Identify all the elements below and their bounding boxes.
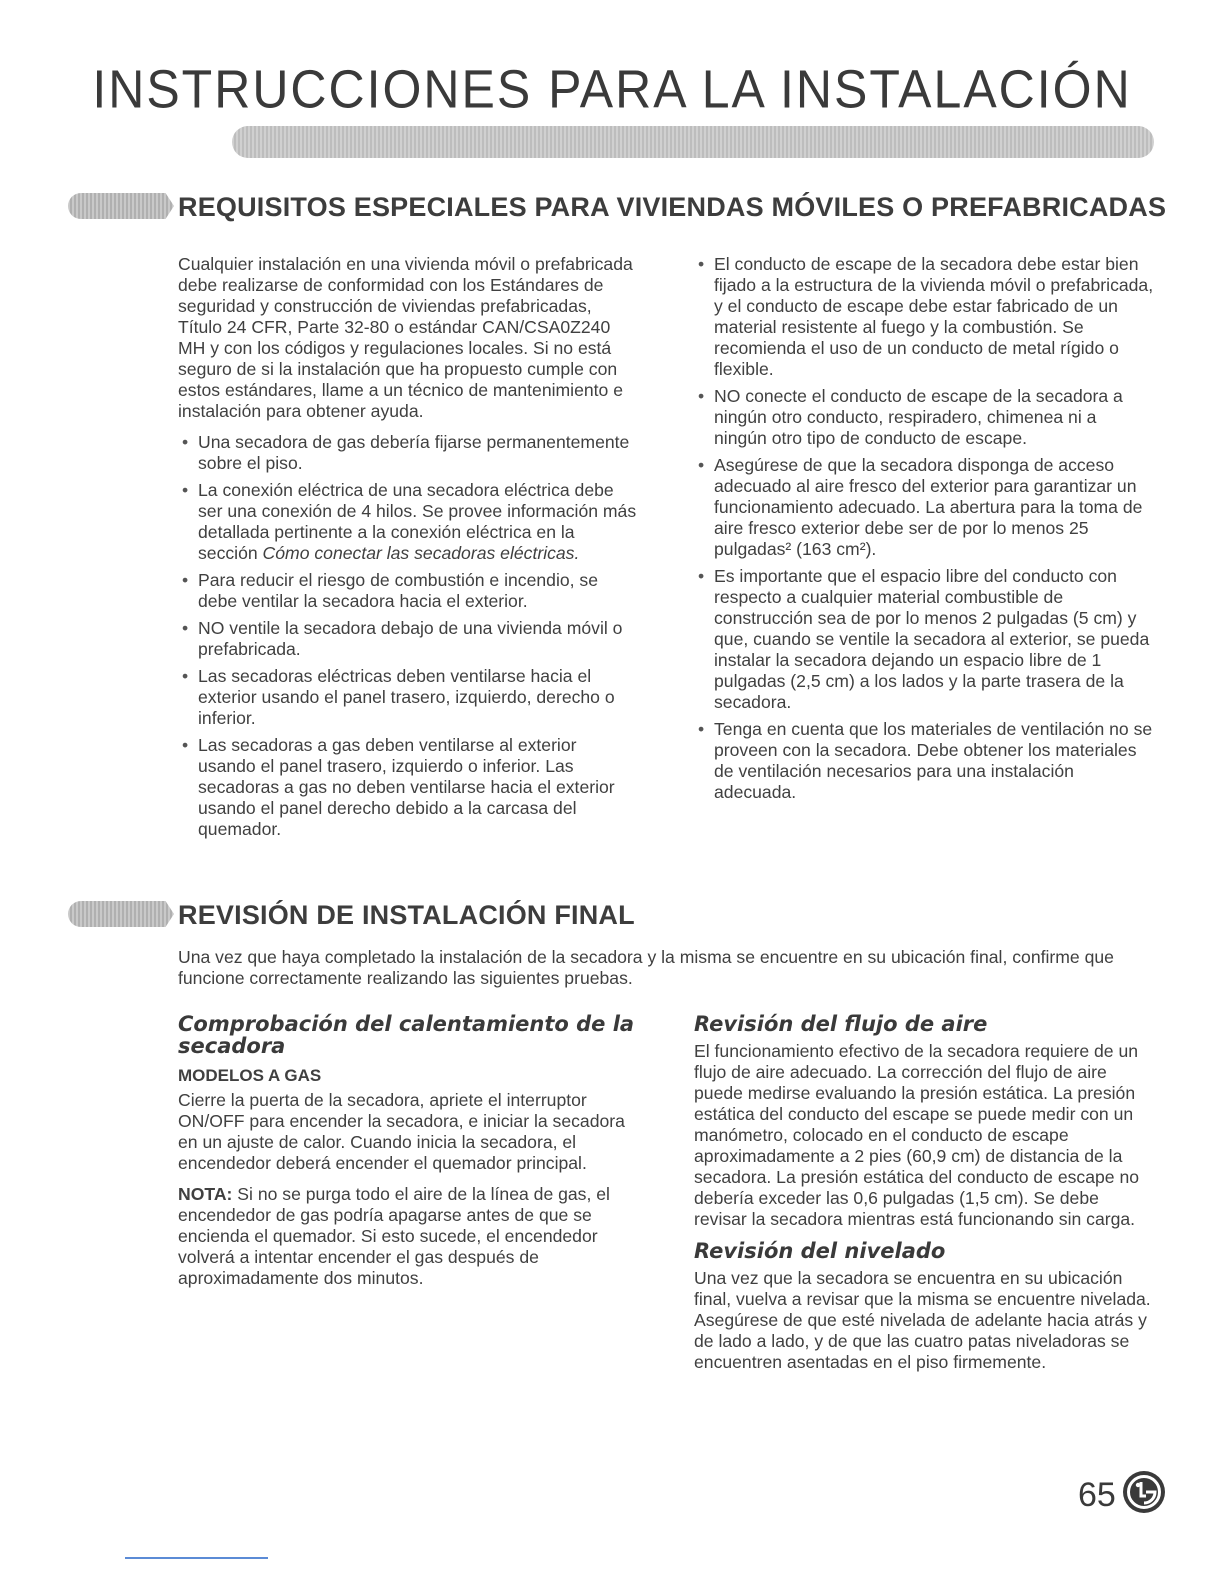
section-marker-icon bbox=[68, 901, 174, 927]
lg-logo-icon bbox=[1122, 1470, 1166, 1514]
section1-intro: Cualquier instalación en una vivienda móvil o prefabricada debe realizarse de conformidad con los Estándares de seguridad y construcción de viviendas prefabricadas, Título 24 CFR, Parte 32-80 o estándar CAN/CSA0Z240 MH y con los códigos y regulaciones locales. Si no está seguro de si la instalación que ha propuesto cumple con estos estándares, llame a un técnico de mantenimiento e instalación para obtener ayuda. bbox=[178, 254, 633, 421]
list-item: • El conducto de escape de la secadora debe estar bien fijado a la estructura de la vivienda móvil o prefabricada, y el conducto de escape debe estar fabricado de un material resistente al fuego y la combustión. Se recomienda el uso de un conducto de metal rígido o flexible. bbox=[694, 254, 1154, 380]
list-item: • Las secadoras eléctricas deben ventilarse hacia el exterior usando el panel trasero, izquierdo, derecho o inferior. bbox=[178, 666, 638, 729]
left-bullet-list bbox=[178, 432, 638, 840]
heating-note: NOTA: Si no se purga todo el aire de la línea de gas, el encendedor de gas podría apagarse antes de que se encienda el quemador. Si esto sucede, el encendedor volverá a intentar encender el gas después de aproximadamente dos minutos. bbox=[178, 1184, 610, 1288]
heating-check-column bbox=[178, 1013, 638, 1299]
list-item: • NO conecte el conducto de escape de la secadora a ningún otro conducto, respiradero, chimenea ni a ningún otro tipo de conducto de escape. bbox=[694, 386, 1154, 449]
page-title: INSTRUCCIONES PARA LA INSTALACIÓN bbox=[92, 58, 1132, 120]
title-decorative-bar bbox=[232, 126, 1154, 158]
list-item: • La conexión eléctrica de una secadora eléctrica debe ser una conexión de 4 hilos. Se provee información más detallada pertinente a la conexión eléctrica en la sección Cómo conectar las secadoras eléctricas. bbox=[178, 480, 638, 564]
list-item: • Asegúrese de que la secadora disponga de acceso adecuado al aire fresco del exterior para garantizar un funcionamiento adecuado. La abertura para la toma de aire fresco exterior debe ser de por lo menos 25 pulgadas² (163 cm²). bbox=[694, 455, 1154, 560]
right-column bbox=[694, 254, 1154, 809]
list-item: • Es importante que el espacio libre del conducto con respecto a cualquier material combustible de construcción sea de por lo menos 2 pulgadas (5 cm) y que, cuando se ventile la secadora al exterior, se pueda instalar la secadora dejando un espacio libre de 1 pulgadas (2,5 cm) a los lados y la parte trasera de la secadora. bbox=[694, 566, 1154, 713]
list-item: • Las secadoras a gas deben ventilarse al exterior usando el panel trasero, izquierdo o inferior. Las secadoras a gas no deben ventilarse hacia el exterior usando el panel derecho debido a la carcasa del quemador. bbox=[178, 735, 638, 840]
page-number: 65 bbox=[1078, 1476, 1116, 1514]
footer-divider bbox=[125, 1557, 268, 1559]
section-reference: Cómo conectar las secadoras eléctricas. bbox=[262, 543, 580, 563]
note-label: NOTA: bbox=[178, 1184, 233, 1204]
leveling-check-title: Revisión del nivelado bbox=[694, 1239, 946, 1263]
section-heading-mobile-homes: REQUISITOS ESPECIALES PARA VIVIENDAS MÓVILES O PREFABRICADAS bbox=[68, 192, 1166, 223]
list-item: • Una secadora de gas debería fijarse permanentemente sobre el piso. bbox=[178, 432, 638, 474]
leveling-check-body: Una vez que la secadora se encuentra en su ubicación final, vuelva a revisar que la misma se encuentre nivelada. Asegúrese de que esté nivelada de adelante hacia atrás y de lado a lado, y de que las cuatro patas niveladoras se encuentren asentadas en el piso firmemente. bbox=[694, 1268, 1151, 1372]
section-marker-icon bbox=[68, 193, 174, 219]
list-item: • Tenga en cuenta que los materiales de ventilación no se proveen con la secadora. Debe obtener los materiales de ventilación necesarios para una instalación adecuada. bbox=[694, 719, 1154, 803]
heating-check-title: Comprobación del calentamiento de la secadora bbox=[178, 1012, 635, 1058]
right-bullet-list bbox=[694, 254, 1154, 803]
heating-check-body: Cierre la puerta de la secadora, apriete el interruptor ON/OFF para encender la secadora, e iniciar la secadora en un ajuste de calor. Cuando inicia la secadora, el encendedor deberá encender el quemador principal. bbox=[178, 1090, 625, 1173]
list-item: • Para reducir el riesgo de combustión e incendio, se debe ventilar la secadora hacia el exterior. bbox=[178, 570, 638, 612]
list-item: • NO ventile la secadora debajo de una vivienda móvil o prefabricada. bbox=[178, 618, 638, 660]
section2-intro: Una vez que haya completado la instalación de la secadora y la misma se encuentre en su ubicación final, confirme que funcione correctamente realizando las siguientes pruebas. bbox=[178, 947, 1114, 988]
gas-models-label: MODELOS A GAS bbox=[178, 1066, 322, 1085]
airflow-check-title: Revisión del flujo de aire bbox=[694, 1012, 988, 1036]
left-column bbox=[178, 254, 638, 846]
airflow-leveling-column bbox=[694, 1013, 1154, 1383]
airflow-check-body: El funcionamiento efectivo de la secadora requiere de un flujo de aire adecuado. La corrección del flujo de aire puede medirse evaluando la presión estática. La presión estática del conducto del escape se puede medir con un manómetro, colocado en el conducto de escape aproximadamente a 2 pies (60,9 cm) de distancia de la secadora. La presión estática del conducto de escape no debería exceder las 0,6 pulgadas (1,5 cm). Se debe revisar la secadora mientras está funcionando sin carga. bbox=[694, 1041, 1140, 1229]
section-heading-final-check: REVISIÓN DE INSTALACIÓN FINAL bbox=[68, 900, 635, 931]
